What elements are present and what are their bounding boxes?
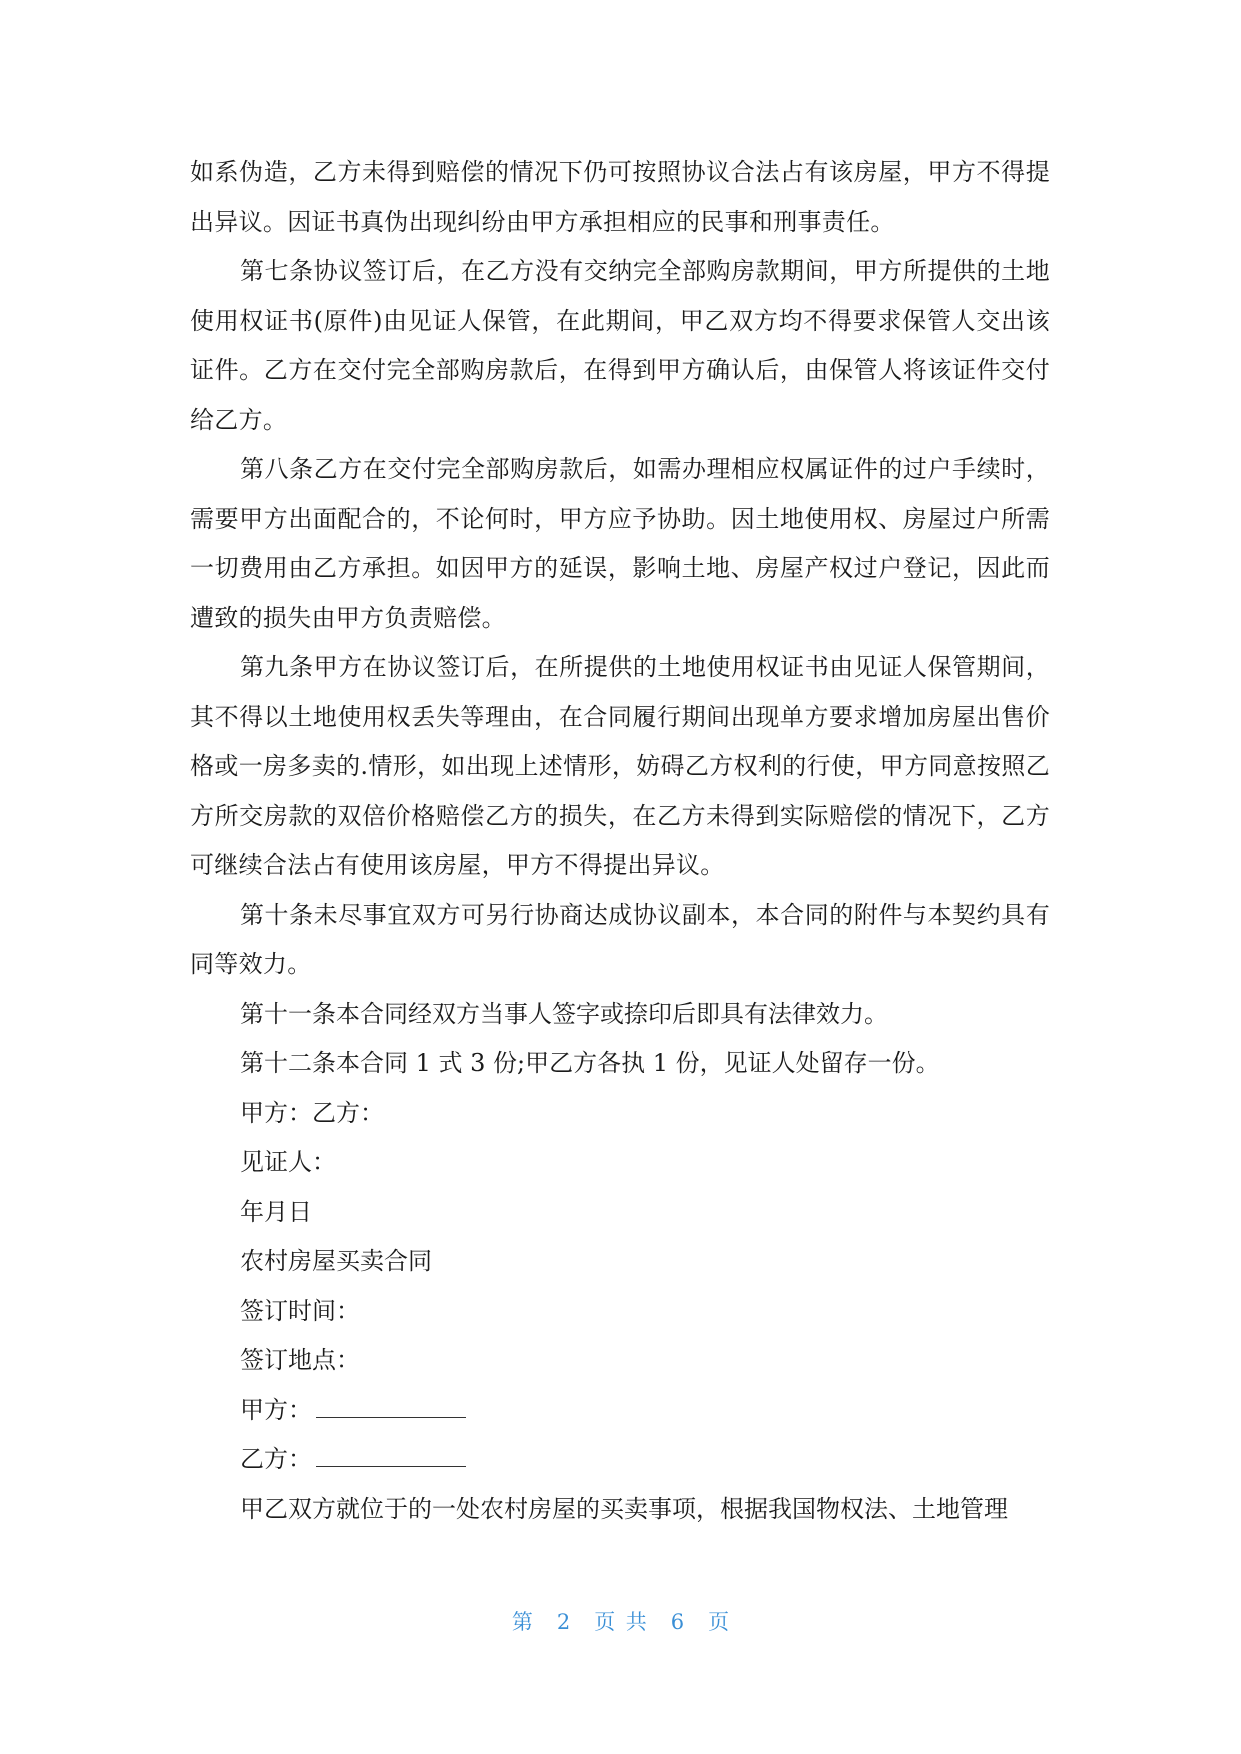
party-b-blank — [316, 1444, 466, 1467]
paragraph-clause-10: 第十条未尽事宜双方可另行协商达成协议副本，本合同的附件与本契约具有同等效力。 — [190, 900, 1050, 978]
line-sign-time: 签订时间： — [240, 1296, 360, 1325]
paragraph-clause-7: 第七条协议签订后，在乙方没有交纳完全部购房款期间，甲方所提供的土地使用权证书(原件)由见证人保管，在此期间，甲乙双方均不得要求保管人交出该证件。乙方在交付完全部购房款后，在得到甲方确认后，由保管人将该证件交付给乙方。 — [190, 257, 1050, 434]
paragraph-clause-8: 第八条乙方在交付完全部购房款后，如需办理相应权属证件的过户手续时，需要甲方出面配合的，不论何时，甲方应予协助。因土地使用权、房屋过户所需一切费用由乙方承担。如因甲方的延误，影响土地、房屋产权过户登记，因此而遭致的损失由甲方负责赔偿。 — [190, 455, 1050, 632]
line-clause-11: 第十一条本合同经双方当事人签字或捺印后即具有法律效力。 — [240, 999, 888, 1028]
line-party-signatures: 甲方：乙方： — [240, 1098, 384, 1127]
footer-suffix: 页 — [708, 1610, 730, 1634]
party-a-label: 甲方： — [240, 1395, 312, 1424]
line-party-b — [190, 1435, 1050, 1485]
line-sign-place: 签订地点： — [240, 1346, 360, 1374]
footer-prefix: 第 — [511, 1610, 533, 1634]
line-last-paragraph: 甲乙双方就位于的一处农村房屋的买卖事项，根据我国物权法、土地管理 — [240, 1494, 1008, 1523]
footer-page-number: 2 — [556, 1610, 571, 1634]
line-clause-12: 第十二条本合同 1 式 3 份;甲乙方各执 1 份，见证人处留存一份。 — [240, 1049, 940, 1077]
footer-mid: 页 共 — [594, 1610, 647, 1634]
line-witness: 见证人： — [240, 1148, 336, 1176]
paragraph-clause-9: 第九条甲方在协议签订后，在所提供的土地使用权证书由见证人保管期间，其不得以土地使用权丢失等理由，在合同履行期间出现单方要求增加房屋出售价格或一房多卖的.情形，如出现上述情形，妨碍乙方权利的行使，甲方同意按照乙方所交房款的双倍价格赔偿乙方的损失，在乙方未得到实际赔偿的情况下，乙方可继续合法占有使用该房屋，甲方不得提出异议。 — [190, 653, 1050, 879]
line-party-a — [190, 1386, 1050, 1436]
document-body — [190, 148, 1050, 1534]
paragraph-continuation: 如系伪造，乙方未得到赔偿的情况下仍可按照协议合法占有该房屋，甲方不得提出异议。因证书真伪出现纠纷由甲方承担相应的民事和刑事责任。 — [190, 158, 1050, 236]
contract-title: 农村房屋买卖合同 — [240, 1247, 432, 1275]
party-a-blank — [316, 1395, 466, 1418]
page-footer — [0, 1606, 1241, 1636]
footer-total-pages: 6 — [670, 1610, 685, 1634]
party-b-label: 乙方： — [240, 1445, 312, 1473]
line-date: 年月日 — [240, 1197, 312, 1226]
